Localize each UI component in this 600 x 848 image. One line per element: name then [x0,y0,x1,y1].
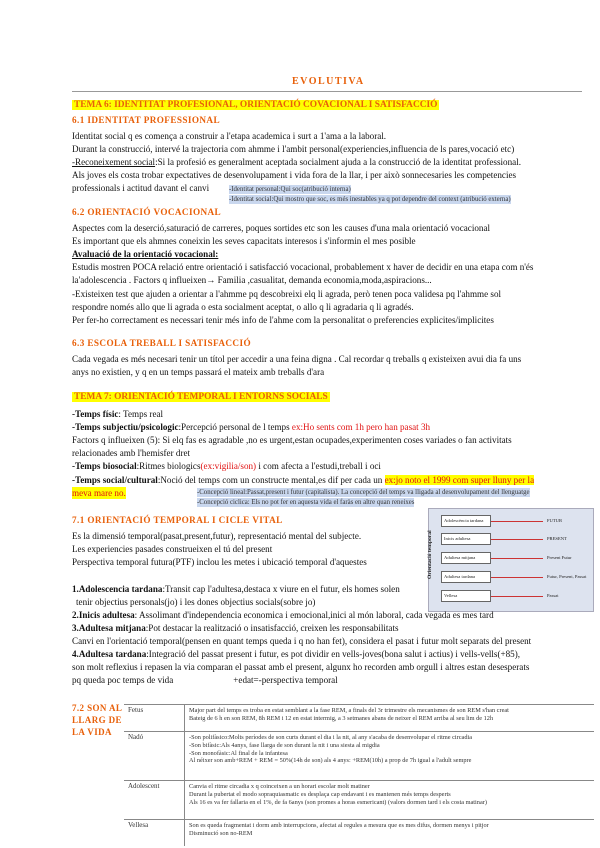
section-7-2-title: 7.2 SON AL LLARG DE LA VIDA [72,703,122,737]
diagram-label-3: Present Futur [547,555,572,560]
stage4-text: :Integració del passat present i futur, es pot dividir en vells-joves(bona salut i actius) i vells-vells(+85), [146,649,521,659]
stage1-label: 1.Adolescencia tardana [72,584,163,594]
row-line: Canvia el ritme circadia x q coinceixen a un horari escolar molt matiner [189,783,370,790]
note-identitat-social: -Identitat social:Qui mostro que soc, es més inestables ya q pot dependre del context (atribució externa) [229,196,511,203]
stage4-cont2-b: +edat=-perspectiva temporal [233,675,338,685]
diagram-arrow-1 [491,521,543,522]
s61-line2: Durant la construcció, intervé la trajectoria com ahmme i l'ambit personal(experiencies,influencia de ls pares,vocació etc) [72,144,515,154]
table-row [124,820,594,847]
row-content [185,781,595,820]
s62-avaluacio-heading: Avaluació de la orientació vocacional: [72,249,219,259]
row-line: -Son monofàsic:Al final de la infantesa [189,749,288,757]
stage3-text: :Pot destacar la realització o insatisfacció, creixen les responsabilitats [145,623,399,633]
title-divider [72,91,582,92]
stage2-text: : Assolimant d'independencia economica i emocional,inici al món laboral, cada vegada es mes tard [134,610,494,620]
note-concepcio-ciclica: -Concepció ciclica: Els no pot fer en aquesta vida el faràs en altre quan reneixes [197,499,415,506]
temps-fisic-label: -Temps físic [72,409,119,419]
row-label: Vellesa [124,820,185,847]
s61-line5: professionals i actitud davant el canvi [72,183,210,193]
temps-social-label: -Temps social/cultural [72,475,158,485]
s71-stage4-cont1: son molt reflexius i repasen la via comparan el passat amb el present, algunx ho recorden amb orgull i altres estan desesperats [72,662,530,672]
row-label: Fetus [124,705,185,732]
row-line: -Son bifàsic:Als 4anys, fase llarga de son durant la nit i una siesta al migdia [189,741,380,749]
diagram-box-4: Adultesa tardana [441,571,491,583]
table-row [124,781,594,820]
t7-temps-social [72,474,534,486]
page-title: EVOLUTIVA [292,76,365,87]
s71-stage4 [72,648,520,660]
row-line: Als 16 es va fer fallaria en el 1%, de fa 6anys (son promes a horas esmericant) (valors dormen tard i els costa matinar) [189,798,487,806]
row-label: Nadó [124,732,185,781]
diagram-box-2: Inicis adultesa [441,533,491,545]
row-line: Son es queda fragmentat i dorm amb interrupcions, afectat al regules a mesura que es mes difus, dormen menys i pitjor [189,822,489,829]
reconeixement-label: -Reconeixement social [72,157,156,167]
t7-hemisferi: relacionades amb l'hemisfer dret [72,448,191,458]
row-line: Durant la pubertat el modo sopraquiasmatic es desplaça cap endavant i es mantenen més temps desperts [189,790,451,798]
s71-line1: Es la dimensió temporal(pasat,present,futur), representació mental del subjecte. [72,531,362,541]
temps-fisic-text: : Temps real [118,409,164,419]
temporal-orientation-diagram [428,508,594,612]
note-concepcio-lineal: -Concepció lineal:Passat,present i futur (capitalista). La concepció del temps va lligada al desenvolupament del llenguatge [197,489,530,496]
note-identitat-personal: -Identitat personal:Qui soc(atribució interna) [229,186,351,193]
s71-stage1 [72,583,400,595]
stage4-label: 4.Adultesa tardana [72,649,147,659]
s71-line3: Perspectiva temporal futura(PTF) inclou les metes i ubicació temporal d'aquestes [72,557,367,567]
diagram-box-3: Adultesa mitjana [441,552,491,564]
s71-stage1-cont: tenir objectius personals(jo) i les dones objectius socials(sobre jo) [76,597,316,607]
stage2-label: 2.Inicis adultesa [72,610,135,620]
t7-factors: Factors q influeixen (5): Si elq fas es agradable ,no es urgent,estan ocupades,experimenten coses variades o fan activitats [72,435,512,445]
row-label: Adolescent [124,781,185,820]
diagram-arrow-4 [491,577,543,578]
s71-line2: Les experiencies pasades construeixen el tú del present [72,544,273,554]
diagram-arrow-3 [491,558,543,559]
diagram-label-1: FUTUR [547,518,563,523]
row-line: Disminució son no-REM [189,829,253,837]
temps-biosocial-text2: i com afecta a l'estudi,treball i oci [256,461,381,471]
row-line: Major part del temps es troba en estat semblant a la fase REM, a finals del 3r trimestre els mecanismes de son REM s'han creat [189,707,509,714]
row-line: Bateig de 6 h en son REM, 8h REM i 12 en estat intermig, a 3 setmanes abans de neixer el REM arriba al seu lim de 12h [189,714,494,722]
row-content [185,705,595,732]
row-content [185,732,595,781]
stage1-text: :Transit cap l'adultesa,destaca x viure en el futur, els homes solen [162,584,400,594]
section-6-1-title: 6.1 IDENTITAT PROFESSIONAL [72,115,220,125]
s63-line1: Cada vegada es més necesari tenir un títol per accedir a una feina digna . Cal recordar q treballs q existeixen avui dia fa uns [72,354,522,364]
s62-line7: respondre només allo que li agrada o esta socialment aceptat, o allo q li agradaria q li agradés. [72,302,414,312]
table-row [124,705,594,732]
t7-temps-subjectiu [72,421,430,433]
diagram-label-2: PRESENT [547,536,567,541]
s61-line4: Als joves els costa trobar expectatives de desenvolupament i vida fora de la llar, i per això sonnecesaries les competencies [72,170,517,180]
temps-biosocial-example: (ex:vigilia/son) [200,461,257,471]
s61-line1: Identitat social q es comença a construir a l'etapa academica i surt a 1'ama a la laboral. [72,131,387,141]
row-line: -Son polifàsico:Molts períodes de son curts durant el dia i la nit, al any s'acaba de desenvolupar el ritme circadia [189,734,473,741]
stage3-label: 3.Adultesa mitjana [72,623,146,633]
section-6-3-title: 6.3 ESCOLA TREBALL I SATISFACCIÓ [72,338,251,348]
tema6-heading: TEMA 6: IDENTITAT PROFESIONAL, ORIENTACIÓ COVACIONAL I SATISFACCIÓ [74,100,438,110]
diagram-arrow-2 [491,539,543,540]
reconeixement-text: :Si la profesió es generalment aceptada socialment ajuda a la construcció de la identitat professional. [155,157,521,167]
stage4-cont2-a: pq queda poc temps de vida [72,675,174,685]
diagram-label-4: Futur, Present, Passat [547,574,587,579]
s62-line4: Estudis mostren POCA relació entre orientació i satisfacció vocacional, probablement x haver de decidir en una etapa com n'és [72,262,534,272]
s62-line6: -Existeixen test que ajuden a orientar a l'ahmme pq descobreixi elq li agrada, però tenen poca validesa pq l'ahmme sol [72,289,502,299]
s71-stage3-cont: Canvi en l'orientació temporal(pensen en quant temps queda i q no han fet), considera el pasat i futur molt separats del present [72,636,532,646]
s71-stage2 [72,609,494,621]
temps-subjectiu-label: -Temps subjectiu/psicologic [72,422,179,432]
diagram-box-5: Vellesa [441,590,491,602]
table-row [124,732,594,781]
s62-line1: Aspectes com la deserció,saturació de carreres, poques sortides etc son les causes d'una mala orientació vocacional [72,223,491,233]
temps-subjectiu-text: :Percepció personal de l temps [178,422,292,432]
s63-line2: anys no existien, y q en un temps passará el mateix amb treballs d'ara [72,367,325,377]
s71-stage3 [72,622,399,634]
temps-social-example: ex:jo noto el 1999 com super lluny per la [384,475,535,485]
diagram-arrow-5 [491,596,543,597]
s62-line5: la'adolescencia . Factors q influeixen→ Familia ,casualitat, demanda economia,moda,aspiracions... [72,275,432,285]
temps-biosocial-text: :Ritmes biologics [136,461,201,471]
sleep-lifespan-table [124,704,594,846]
row-content [185,820,595,847]
temps-social-text: :Noció del temps com un constructe mental,es dif per cada un [157,475,385,485]
s62-line2: Es important que els ahmnes coneixin les seves capacitats interesos i s'informin el mes posible [72,236,416,246]
s71-stage4-cont2 [72,674,338,686]
t7-temps-social-example2: meva mare no. [72,488,126,498]
tema7-heading: TEMA 7: ORIENTACIÓ TEMPORAL I ENTORNS SOCIALS [74,392,328,402]
temps-subjectiu-example: ex:Ho sents com 1h pero han pasat 3h [291,422,431,432]
section-7-1-title: 7.1 ORIENTACIÓ TEMPORAL I CICLE VITAL [72,515,283,525]
t7-temps-biosocial [72,460,381,472]
diagram-label-5: Passat [547,593,559,598]
row-line: Al néixer son amb+REM + REM = 50%(14h de son) als 4 anys: +REM(10h) a prop de 7h igual a l'adult sempre [189,757,472,765]
diagram-box-1: Adolescència tardana [441,515,491,527]
temps-biosocial-label: -Temps biosocial [72,461,137,471]
s62-line8: Per fer-ho correctament es necessari tenir més info de l'ahme com la personalitat o preferencies explicites/implicites [72,315,494,325]
t7-temps-fisic [72,408,163,420]
section-6-2-title: 6.2 ORIENTACIÓ VOCACIONAL [72,207,222,217]
s61-line3 [72,156,521,168]
diagram-ylabel: Orientació temporal [427,530,433,579]
